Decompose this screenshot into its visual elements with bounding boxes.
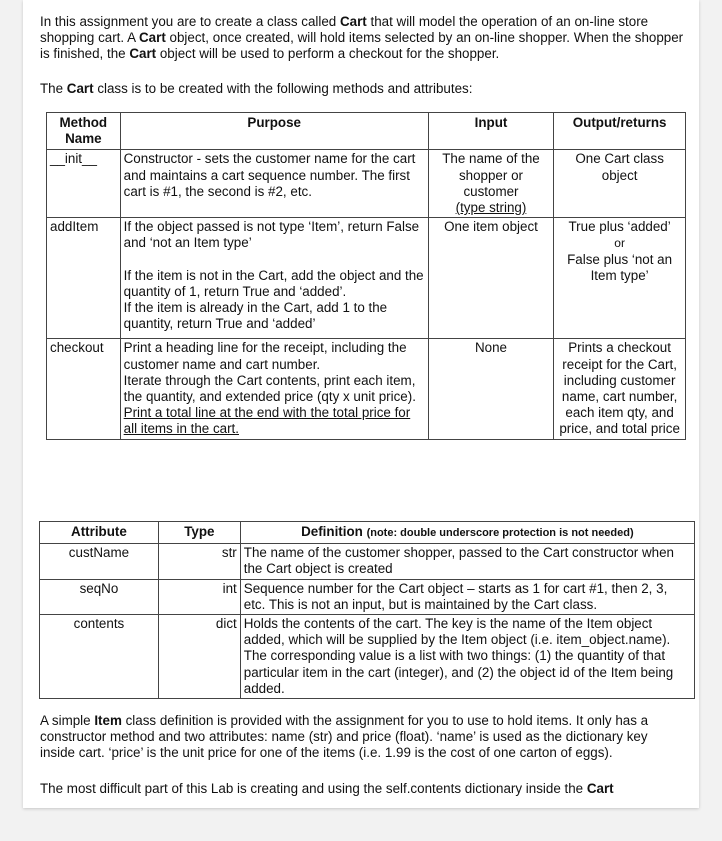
table-row [40, 615, 695, 699]
method-output: Prints a checkout receipt for the Cart, including customer name, cart number, each item qty, and price, and total price [554, 339, 686, 439]
method-input [428, 150, 554, 218]
spacer [124, 252, 425, 268]
method-output: One Cart class object [554, 150, 686, 218]
definition-note: (note: double underscore protection is not needed) [366, 527, 634, 539]
purpose-text: If the object passed is not type ‘Item’, return False and ‘not an Item type’ [123, 219, 420, 251]
attribute-name: custName [40, 544, 159, 579]
purpose-text: Constructor - sets the customer name for the cart and maintains a cart sequence number. The first cart is #1, the second is #2, etc. [123, 151, 416, 199]
purpose-text: If the item is not in the Cart, add the object and the quantity of 1, return True and ‘added’. [123, 267, 424, 299]
item-paragraph [40, 713, 685, 762]
purpose-text: Iterate through the Cart contents, print each item, the quantity, and extended price (qty x unit price). [123, 372, 416, 405]
item-text: A simple [40, 713, 95, 728]
attributes-table [39, 521, 695, 699]
method-output [554, 218, 686, 339]
header-type: Type [158, 522, 240, 544]
attributes-header-row [40, 522, 695, 544]
item-term: Item [94, 713, 122, 728]
intro2-text: The [40, 81, 67, 96]
method-name: addItem [47, 218, 121, 339]
attribute-name: contents [40, 615, 159, 699]
intro-text: object will be used to perform a checkout for the shopper. [156, 46, 500, 62]
last-paragraph [40, 781, 614, 797]
method-input: None [428, 339, 554, 439]
attribute-type: dict [158, 615, 240, 699]
item-text: class definition is provided with the assignment for you to use to hold items. It only has a constructor method and two attributes: name (str) and price (float). ‘name’ is used as the dictionary key inside cart. ‘price’ is the unit price for one of the items (i.e. 1.99 is the cost of one carton of eggs). [40, 713, 649, 761]
cart-term: Cart [66, 81, 94, 96]
output-or: or [614, 236, 625, 251]
cart-term: Cart [586, 781, 614, 796]
header-output: Output/returns [554, 113, 686, 150]
table-row [47, 150, 686, 218]
method-name: checkout [47, 339, 121, 439]
purpose-text: Print a total line at the end with the total price for all items in the cart. [123, 405, 411, 437]
input-text: The name of the shopper or customer [442, 151, 540, 199]
intro-paragraph-2 [40, 81, 472, 97]
method-purpose [120, 218, 428, 339]
method-name: __init__ [47, 150, 121, 218]
purpose-text: Print a heading line for the receipt, including the customer name and cart number. [123, 340, 407, 372]
cart-term: Cart [139, 30, 166, 46]
attribute-definition: Sequence number for the Cart object – starts as 1 for cart #1, then 2, 3, etc. This is not an input, but is maintained by the Cart class. [240, 579, 694, 614]
output-text: False plus ‘not an Item type’ [567, 251, 673, 283]
table-row [40, 544, 695, 579]
attribute-type: str [158, 544, 240, 579]
methods-table [46, 112, 686, 440]
attribute-type: int [158, 579, 240, 614]
table-row [47, 339, 686, 439]
intro-text: In this assignment you are to create a class called [40, 14, 340, 29]
intro2-text: class is to be created with the following methods and attributes: [93, 81, 473, 96]
header-method-name: Method Name [47, 113, 121, 150]
output-text: True plus ‘added’ [568, 219, 671, 235]
header-definition [240, 522, 694, 544]
method-purpose [120, 339, 428, 439]
cart-term: Cart [129, 46, 157, 62]
table-row [40, 579, 695, 614]
definition-heading: Definition [301, 524, 363, 539]
intro-text: object, once created, will hold items selected by an on-line shopper. When the shopper is finished, the [40, 30, 684, 62]
header-purpose: Purpose [120, 113, 428, 150]
method-input: One item object [428, 218, 554, 339]
method-purpose [120, 150, 428, 218]
document-page [23, 0, 699, 808]
intro-text: that will model the operation of an on-line store shopping cart. A [40, 14, 649, 46]
purpose-text: If the item is already in the Cart, add 1 to the quantity, return True and ‘added’ [123, 300, 388, 332]
input-note: (type string) [455, 200, 527, 216]
methods-header-row [47, 113, 686, 150]
last-text: The most difficult part of this Lab is creating and using the self.contents dictionary inside the [40, 781, 587, 796]
attribute-definition: The name of the customer shopper, passed to the Cart constructor when the Cart object is created [240, 544, 694, 579]
attribute-name: seqNo [40, 579, 159, 614]
header-attribute: Attribute [40, 522, 159, 544]
cart-term: Cart [339, 14, 367, 29]
header-input: Input [428, 113, 554, 150]
table-row [47, 218, 686, 339]
intro-paragraph [40, 14, 685, 63]
attribute-definition: Holds the contents of the cart. The key is the name of the Item object added, which will be supplied by the Item object (i.e. item_object.name). The corresponding value is a list with two things: (1) the quantity of that particular item in the cart (integer), and (2) the object id of the Item being added. [240, 615, 694, 699]
